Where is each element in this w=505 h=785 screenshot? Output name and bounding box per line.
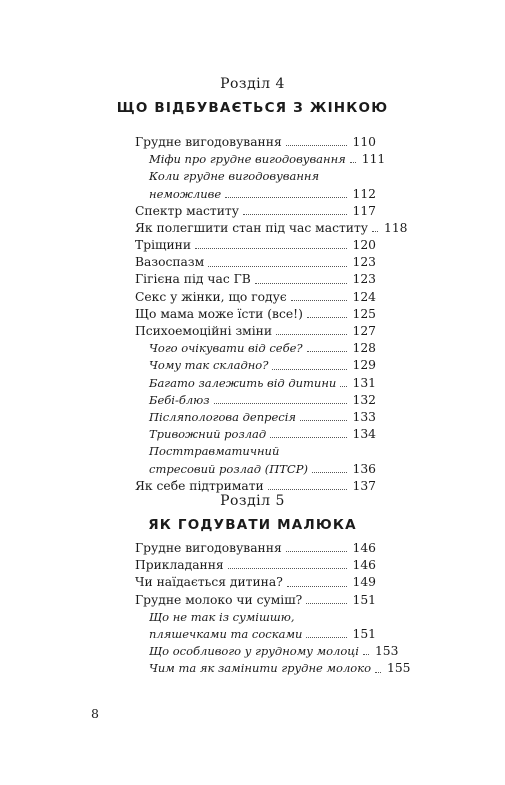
toc-page-number: 134 (352, 427, 376, 442)
toc-entry (135, 186, 376, 203)
toc-entry-title: Грудне вигодовування (135, 540, 282, 555)
toc-page-number: 132 (352, 392, 376, 407)
toc-entry-title: Психоемоційні зміни (135, 324, 273, 339)
toc-page-number: 118 (384, 220, 408, 235)
toc-entry (135, 323, 376, 340)
dot-leader (268, 489, 347, 490)
dot-leader (286, 145, 347, 146)
toc-entry (135, 592, 376, 609)
toc-page-number: 155 (387, 661, 411, 676)
toc-page-number: 123 (352, 272, 376, 287)
toc-page-number: 111 (361, 152, 386, 167)
toc-entry-title: Спектр маститу (135, 203, 239, 218)
toc-page-number: 127 (352, 324, 376, 339)
dot-leader (350, 162, 356, 163)
toc-entry (135, 375, 376, 392)
toc-entry-title: Як полегшити стан під час маститу (135, 220, 369, 235)
toc-page-number: 151 (352, 626, 376, 641)
toc-entry-title: пляшечками та сосками (149, 626, 303, 641)
dot-leader (195, 248, 346, 249)
toc-page-number: 117 (352, 203, 376, 218)
toc-page-number: 128 (352, 341, 376, 356)
toc-page-number: 149 (352, 575, 376, 590)
toc-page-number: 125 (352, 306, 376, 321)
dot-leader (243, 214, 347, 215)
toc-entry-title: Бебі-блюз (149, 392, 210, 407)
toc-entry (135, 168, 376, 185)
dot-leader (363, 654, 369, 655)
table-of-contents-chapter-4 (135, 134, 408, 495)
toc-entry-title: Вазоспазм (135, 255, 205, 270)
dot-leader (225, 197, 346, 198)
toc-entry (135, 237, 376, 254)
toc-page-number: 137 (352, 478, 376, 493)
toc-entry-title: Грудне молоко чи суміш? (135, 592, 303, 607)
chapter-title: ЯК ГОДУВАТИ МАЛЮКА (148, 517, 357, 533)
toc-entry-title: Що не так із сумішшю, (149, 609, 295, 624)
toc-entry-title: Що особливого у грудному молоці (149, 644, 359, 659)
toc-entry-title: Чим та як замінити грудне молоко (149, 661, 371, 676)
toc-entry-title: Гігієна під час ГВ (135, 272, 251, 287)
dot-leader (291, 300, 347, 301)
dot-leader (270, 437, 346, 438)
toc-page-number: 153 (374, 644, 399, 659)
toc-entry (135, 306, 376, 323)
toc-entry (135, 203, 376, 220)
toc-entry-title: Коли грудне вигодовування (149, 169, 320, 184)
toc-entry (135, 643, 399, 660)
dot-leader (286, 551, 347, 552)
toc-entry (135, 134, 376, 151)
dot-leader (228, 568, 347, 569)
dot-leader (300, 420, 347, 421)
toc-page-number: 146 (352, 540, 376, 555)
toc-entry (135, 574, 376, 591)
dot-leader (276, 334, 346, 335)
dot-leader (208, 266, 346, 267)
toc-entry-title: Чи наїдається дитина? (135, 575, 283, 590)
toc-entry (135, 426, 376, 443)
toc-entry-title: Посттравматичний (149, 444, 280, 459)
toc-page-number: 112 (352, 186, 376, 201)
toc-entry (135, 409, 376, 426)
toc-page-number: 123 (352, 255, 376, 270)
table-of-contents-chapter-5 (135, 540, 411, 678)
chapter-label: Розділ 4 (220, 76, 285, 92)
toc-entry (135, 609, 376, 626)
toc-entry-title: Післяпологова депресія (149, 409, 297, 424)
toc-page-number: 110 (352, 134, 376, 149)
toc-page-number: 136 (352, 461, 376, 476)
toc-entry (135, 340, 376, 357)
toc-entry (135, 220, 408, 237)
toc-entry (135, 626, 376, 643)
dot-leader (307, 317, 347, 318)
dot-leader (372, 231, 378, 232)
dot-leader (255, 283, 347, 284)
toc-page-number: 131 (352, 375, 376, 390)
dot-leader (375, 672, 381, 673)
toc-entry-title: Як себе підтримати (135, 478, 264, 493)
toc-page-number: 129 (352, 358, 376, 373)
dot-leader (272, 369, 346, 370)
dot-leader (214, 403, 347, 404)
toc-entry (135, 392, 376, 409)
dot-leader (306, 603, 346, 604)
toc-page-number: 120 (352, 238, 376, 253)
chapter-5-heading (0, 492, 505, 534)
chapter-4-heading (0, 75, 505, 117)
toc-page-number: 133 (352, 409, 376, 424)
toc-entry (135, 557, 376, 574)
dot-leader (307, 351, 347, 352)
toc-entry-title: Тривожний розлад (149, 427, 267, 442)
toc-entry (135, 272, 376, 289)
dot-leader (340, 386, 346, 387)
toc-entry (135, 540, 376, 557)
toc-entry (135, 151, 386, 168)
toc-entry-title: неможливе (149, 186, 222, 201)
toc-entry (135, 357, 376, 374)
toc-page-number: 146 (352, 558, 376, 573)
toc-entry-title: Секс у жінки, що годує (135, 289, 287, 304)
toc-entry-title: Тріщини (135, 238, 192, 253)
toc-entry-title: Грудне вигодовування (135, 134, 282, 149)
toc-entry-title: Що мама може їсти (все!) (135, 306, 303, 321)
toc-entry (135, 443, 376, 460)
page-number: 8 (91, 706, 99, 721)
dot-leader (312, 472, 347, 473)
chapter-label: Розділ 5 (220, 493, 285, 509)
toc-page-number: 151 (352, 592, 376, 607)
toc-entry-title: Чому так складно? (149, 358, 269, 373)
dot-leader (287, 586, 347, 587)
chapter-title: ЩО ВІДБУВАЄТЬСЯ З ЖІНКОЮ (116, 100, 389, 116)
toc-entry-title: Багато залежить від дитини (149, 375, 337, 390)
toc-entry (135, 461, 376, 478)
toc-entry (135, 289, 376, 306)
toc-page-number: 124 (352, 289, 376, 304)
dot-leader (306, 637, 346, 638)
toc-entry-title: Прикладання (135, 558, 224, 573)
toc-entry-title: Міфи про грудне вигодовування (149, 152, 346, 167)
toc-entry-title: Чого очікувати від себе? (149, 341, 303, 356)
toc-entry (135, 660, 411, 677)
toc-entry (135, 254, 376, 271)
toc-entry-title: стресовий розлад (ПТСР) (149, 461, 308, 476)
